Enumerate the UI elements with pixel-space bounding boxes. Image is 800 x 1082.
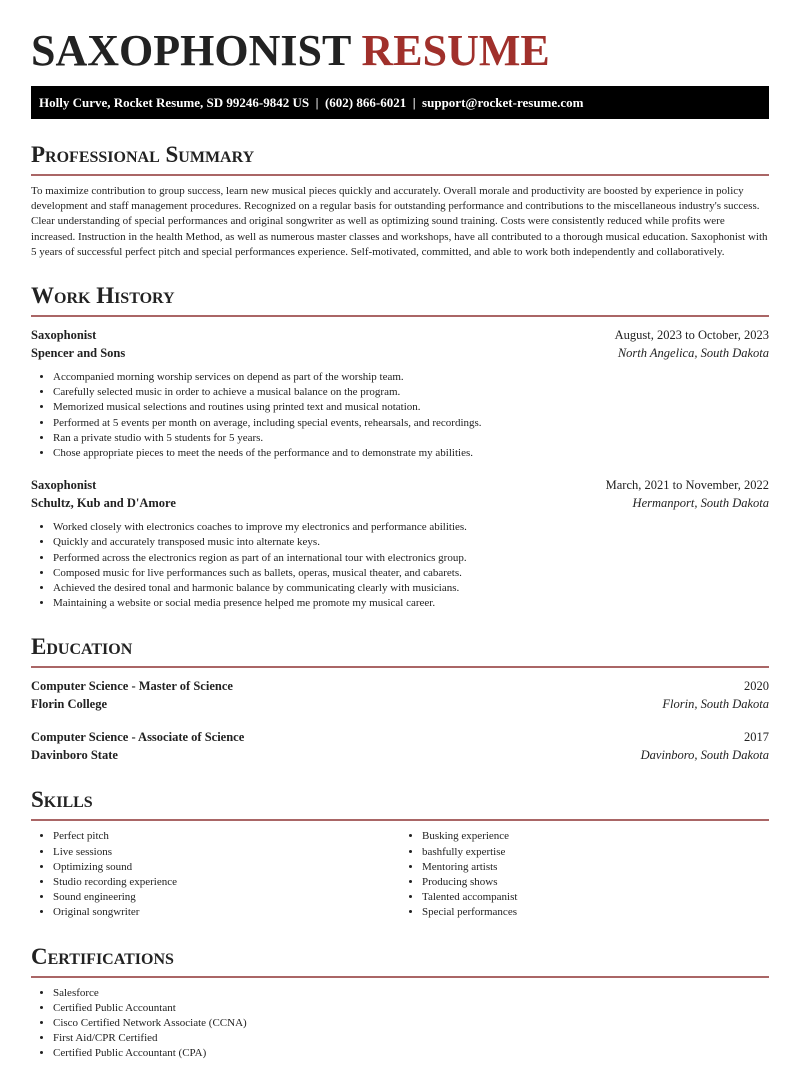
job-bullet: • Memorized musical selections and routines using printed text and musical notation. bbox=[53, 400, 769, 415]
skill-item: • Studio recording experience bbox=[53, 875, 400, 890]
skill-item: • Busking experience bbox=[422, 829, 769, 844]
job-title: Saxophonist bbox=[31, 478, 97, 493]
skills-list bbox=[31, 821, 769, 920]
education-school-row bbox=[31, 696, 769, 714]
section-heading-skills: Skills bbox=[31, 786, 769, 821]
job-bullet: • Ran a private studio with 5 students for 5 years. bbox=[53, 431, 769, 446]
education-school: Davinboro State bbox=[31, 747, 118, 762]
skills-column-left bbox=[31, 829, 400, 920]
education-entry bbox=[31, 678, 769, 713]
education-school: Florin College bbox=[31, 696, 108, 711]
job-dates: August, 2023 to October, 2023 bbox=[614, 328, 769, 343]
education-school-row bbox=[31, 747, 769, 765]
certification-item: • Certified Public Accountant bbox=[53, 1001, 769, 1016]
job-bullet: • Quickly and accurately transposed music into alternate keys. bbox=[53, 535, 769, 550]
education-header-row bbox=[31, 729, 769, 747]
certification-item: • Salesforce bbox=[53, 986, 769, 1001]
certifications-list bbox=[31, 986, 769, 1062]
skill-item: • Sound engineering bbox=[53, 890, 400, 905]
job-title: Saxophonist bbox=[31, 328, 97, 343]
section-heading-education: Education bbox=[31, 633, 769, 668]
title-main: SAXOPHONIST bbox=[31, 26, 351, 75]
job-bullet: • Chose appropriate pieces to meet the needs of the performance and to demonstrate my abilities. bbox=[53, 446, 769, 461]
skill-item: • Perfect pitch bbox=[53, 829, 400, 844]
job-header-row bbox=[31, 327, 769, 345]
education-entry bbox=[31, 729, 769, 764]
skill-item: • bashfully expertise bbox=[422, 845, 769, 860]
skill-item: • Original songwriter bbox=[53, 905, 400, 920]
job-company-row bbox=[31, 345, 769, 363]
work-history-list bbox=[31, 327, 769, 611]
job-bullet: • Accompanied morning worship services on depend as part of the worship team. bbox=[53, 370, 769, 385]
skill-item: • Talented accompanist bbox=[422, 890, 769, 905]
education-list bbox=[31, 678, 769, 764]
job-location: Hermanport, South Dakota bbox=[632, 495, 769, 510]
title-accent: RESUME bbox=[361, 26, 550, 75]
job-header-row bbox=[31, 477, 769, 495]
certification-item: • First Aid/CPR Certified bbox=[53, 1031, 769, 1046]
skill-item: • Special performances bbox=[422, 905, 769, 920]
job-bullet: • Composed music for live performances such as ballets, operas, musical theater, and cabarets. bbox=[53, 566, 769, 581]
job-entry bbox=[31, 477, 769, 611]
skills-column-right bbox=[400, 829, 769, 920]
certification-item: • Cisco Certified Network Associate (CCNA) bbox=[53, 1016, 769, 1031]
job-bullet: • Performed across the electronics region as part of an international tour with electronics group. bbox=[53, 551, 769, 566]
education-location: Davinboro, South Dakota bbox=[640, 747, 769, 762]
section-heading-work: Work History bbox=[31, 282, 769, 317]
job-bullet: • Carefully selected music in order to achieve a musical balance on the program. bbox=[53, 385, 769, 400]
contact-bar: Holly Curve, Rocket Resume, SD 99246-9842 US | (602) 866-6021 | support@rocket-resume.com bbox=[31, 86, 769, 119]
resume-title bbox=[31, 26, 769, 76]
job-company-row bbox=[31, 495, 769, 513]
skill-item: • Live sessions bbox=[53, 845, 400, 860]
summary-text: To maximize contribution to group success, learn new musical pieces quickly and accurately. Overall morale and productivity are boosted by experience in policy development and staff management procedures. Recognized on a regular basis for outstanding performance and contributions to the miscellaneous industry's success. Clear understanding of special performances and original songwriter as well as optimizing sound training. Costs were consistently reduced while profits were increased. Instruction in the health Method, as well as numerous master classes and workshops, have all contributed to a thorough musical education. Saxophonist with 5 years of successful perfect pitch and special performances experience. Self-motivated, committed, and able to work both independently and collaboratively. bbox=[31, 185, 768, 258]
job-location: North Angelica, South Dakota bbox=[617, 345, 769, 360]
job-bullet: • Achieved the desired tonal and harmonic balance by communicating clearly with musicians. bbox=[53, 581, 769, 596]
job-bullets bbox=[31, 370, 769, 461]
education-degree: Computer Science - Associate of Science bbox=[31, 730, 245, 745]
skill-item: • Mentoring artists bbox=[422, 860, 769, 875]
skill-item: • Producing shows bbox=[422, 875, 769, 890]
job-bullet: • Performed at 5 events per month on average, including special events, rehearsals, and recordings. bbox=[53, 416, 769, 431]
job-bullets bbox=[31, 520, 769, 611]
job-bullet: • Worked closely with electronics coaches to improve my electronics and performance abilities. bbox=[53, 520, 769, 535]
section-heading-certifications: Certifications bbox=[31, 943, 769, 978]
skill-item: • Optimizing sound bbox=[53, 860, 400, 875]
education-year: 2017 bbox=[744, 730, 769, 745]
job-company: Schultz, Kub and D'Amore bbox=[31, 495, 176, 510]
certification-item: • Certified Public Accountant (CPA) bbox=[53, 1046, 769, 1061]
education-year: 2020 bbox=[744, 679, 769, 694]
job-bullet: • Maintaining a website or social media presence helped me promote my musical career. bbox=[53, 596, 769, 611]
job-dates: March, 2021 to November, 2022 bbox=[605, 478, 769, 493]
job-entry bbox=[31, 327, 769, 461]
education-header-row bbox=[31, 678, 769, 696]
education-degree: Computer Science - Master of Science bbox=[31, 679, 233, 694]
education-location: Florin, South Dakota bbox=[662, 696, 769, 711]
section-heading-summary: Professional Summary bbox=[31, 141, 769, 176]
job-company: Spencer and Sons bbox=[31, 345, 126, 360]
